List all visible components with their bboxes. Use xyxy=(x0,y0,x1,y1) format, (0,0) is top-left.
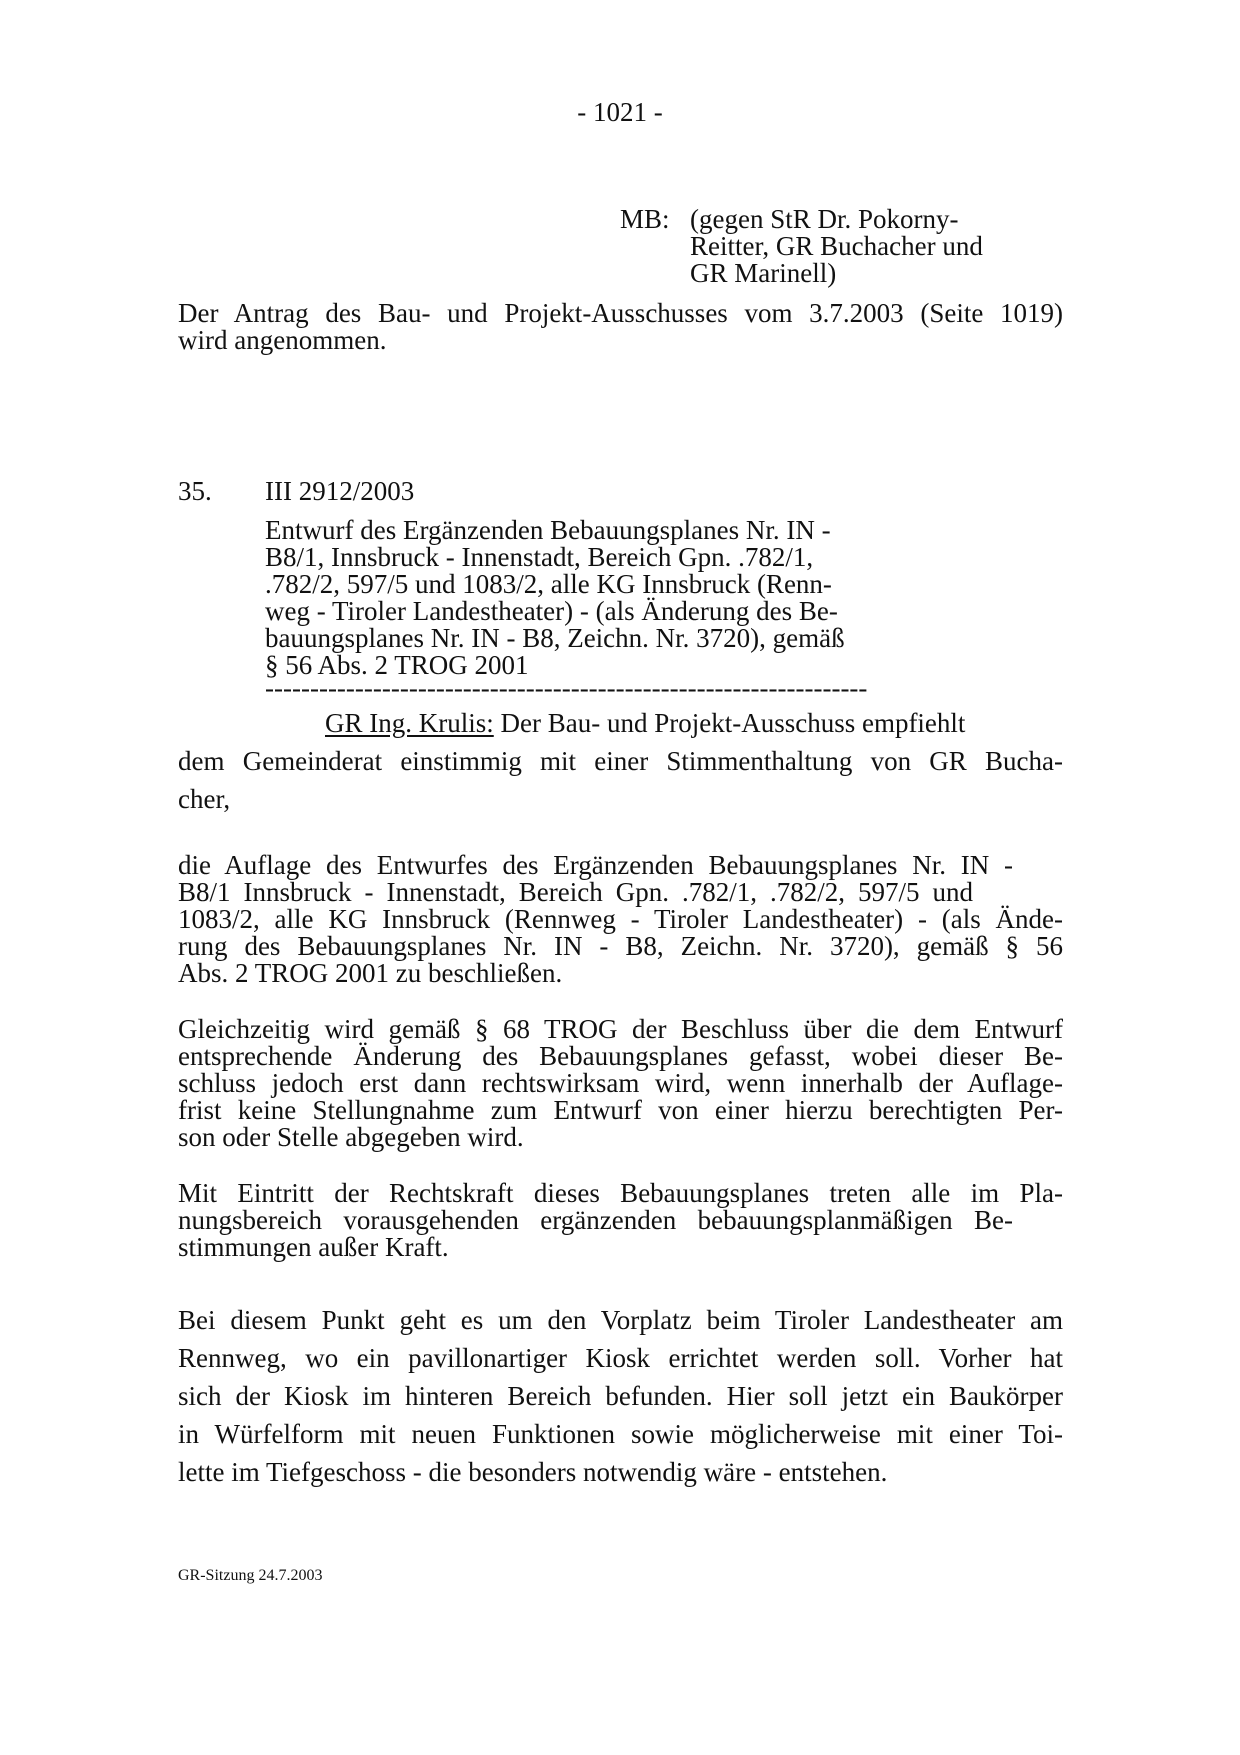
motion-p1-line: B8/1 Innsbruck - Innenstadt, Bereich Gpn. .782/1, .782/2, 597/5 und xyxy=(178,877,973,907)
page-number: - 1021 - xyxy=(577,97,663,127)
recommendation-line: dem Gemeinderat einstimmig mit einer Stimmenthaltung von GR Bucha- xyxy=(178,746,1063,776)
resolution-line: wird angenommen. xyxy=(178,325,387,355)
recommendation-first-line xyxy=(325,710,965,737)
recommendation-text: Der Bau- und Projekt-Ausschuss empfiehlt xyxy=(500,708,966,738)
motion-p2-line: Gleichzeitig wird gemäß § 68 TROG der Beschluss über die dem Entwurf xyxy=(178,1014,1063,1044)
item-separator: ------------------------------------------------------------------- xyxy=(265,675,868,702)
motion-p2-line: entsprechende Änderung des Bebauungsplanes gefasst, wobei dieser Be- xyxy=(178,1041,1063,1071)
motion-p2-line: son oder Stelle abgegeben wird. xyxy=(178,1122,524,1152)
resolution-line: Der Antrag des Bau- und Projekt-Ausschusses vom 3.7.2003 (Seite 1019) xyxy=(178,298,1063,328)
motion-p3-line: stimmungen außer Kraft. xyxy=(178,1232,449,1262)
vote-line: GR Marinell) xyxy=(690,258,837,288)
motion-p1-line: rung des Bebauungsplanes Nr. IN - B8, Zeichn. Nr. 3720), gemäß § 56 xyxy=(178,931,1063,961)
item-number: 35. xyxy=(178,476,212,506)
discussion-line: sich der Kiosk im hinteren Bereich befunden. Hier soll jetzt ein Baukörper xyxy=(178,1381,1063,1411)
item-title-line: weg - Tiroler Landestheater) - (als Änderung des Be- xyxy=(265,596,838,626)
motion-p2-line: schluss jedoch erst dann rechtswirksam wird, wenn innerhalb der Auflage- xyxy=(178,1068,1063,1098)
item-title-line: bauungsplanes Nr. IN - B8, Zeichn. Nr. 3720), gemäß xyxy=(265,623,845,653)
item-title-line: § 56 Abs. 2 TROG 2001 xyxy=(265,650,529,680)
item-title-line: B8/1, Innsbruck - Innenstadt, Bereich Gpn. .782/1, xyxy=(265,542,814,572)
motion-p1-line: Abs. 2 TROG 2001 zu beschließen. xyxy=(178,958,563,988)
footer-session: GR-Sitzung 24.7.2003 xyxy=(178,1567,323,1584)
vote-label: MB: xyxy=(620,204,670,234)
recommendation-line: cher, xyxy=(178,784,231,814)
item-title-line: Entwurf des Ergänzenden Bebauungsplanes Nr. IN - xyxy=(265,515,831,545)
item-reference: III 2912/2003 xyxy=(265,476,415,506)
motion-p1-line: 1083/2, alle KG Innsbruck (Rennweg - Tiroler Landestheater) - (als Ände- xyxy=(178,904,1063,934)
discussion-line: Rennweg, wo ein pavillonartiger Kiosk errichtet werden soll. Vorher hat xyxy=(178,1343,1063,1373)
motion-p3-line: Mit Eintritt der Rechtskraft dieses Bebauungsplanes treten alle im Pla- xyxy=(178,1178,1063,1208)
discussion-line: lette im Tiefgeschoss - die besonders notwendig wäre - entstehen. xyxy=(178,1457,888,1487)
item-title-line: .782/2, 597/5 und 1083/2, alle KG Innsbruck (Renn- xyxy=(265,569,832,599)
discussion-line: Bei diesem Punkt geht es um den Vorplatz beim Tiroler Landestheater am xyxy=(178,1305,1063,1335)
vote-line: (gegen StR Dr. Pokorny- xyxy=(690,204,959,234)
motion-p3-line: nungsbereich vorausgehenden ergänzenden bebauungsplanmäßigen Be- xyxy=(178,1205,1013,1235)
speaker-name: GR Ing. Krulis: xyxy=(325,708,494,738)
motion-p1-line: die Auflage des Entwurfes des Ergänzenden Bebauungsplanes Nr. IN - xyxy=(178,850,1013,880)
discussion-line: in Würfelform mit neuen Funktionen sowie möglicherweise mit einer Toi- xyxy=(178,1419,1063,1449)
vote-line: Reitter, GR Buchacher und xyxy=(690,231,983,261)
motion-p2-line: frist keine Stellungnahme zum Entwurf von einer hierzu berechtigten Per- xyxy=(178,1095,1063,1125)
